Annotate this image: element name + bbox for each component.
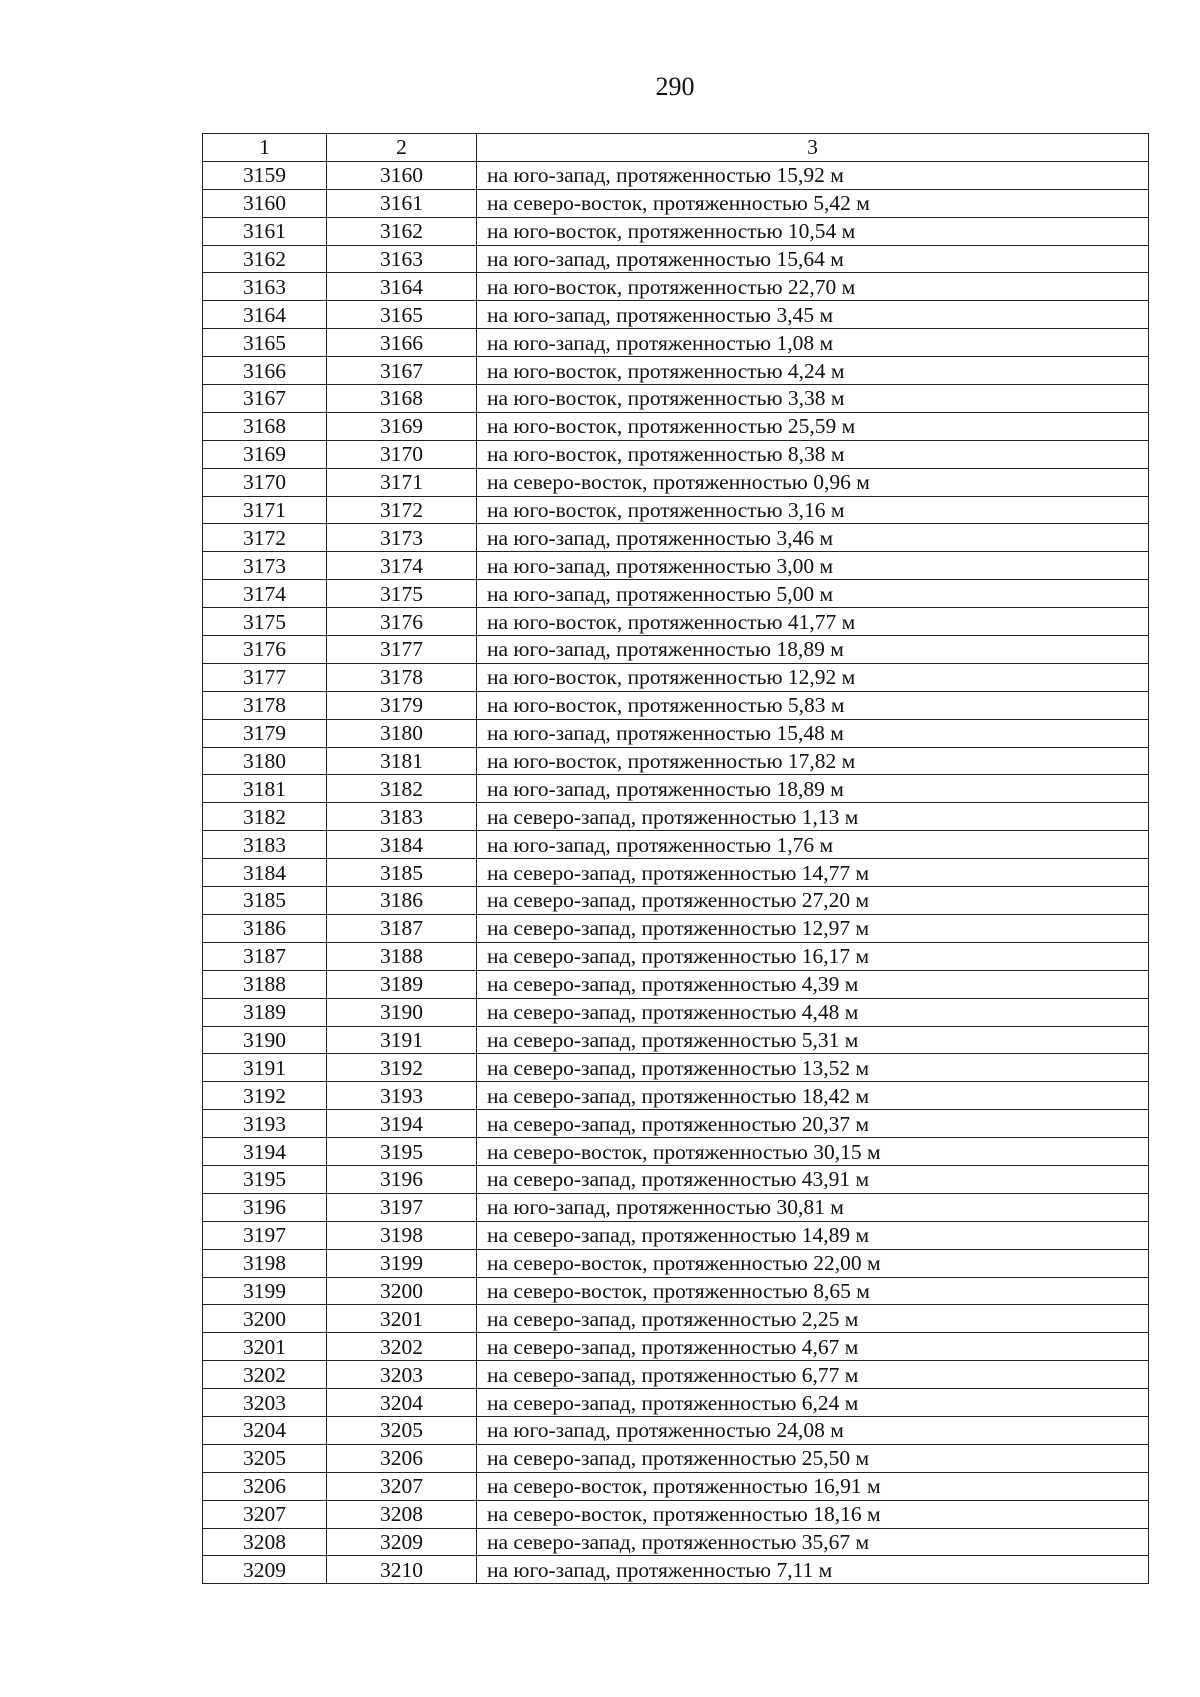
table-row	[203, 524, 1149, 552]
to-point-cell: 3168	[327, 385, 477, 413]
to-point-cell: 3208	[327, 1500, 477, 1528]
to-point-cell: 3194	[327, 1110, 477, 1138]
direction-length-cell: на северо-запад, протяженностью 12,97 м	[477, 914, 1149, 942]
to-point-cell: 3187	[327, 914, 477, 942]
table-row	[203, 468, 1149, 496]
to-point-cell: 3205	[327, 1416, 477, 1444]
to-point-cell: 3179	[327, 691, 477, 719]
table-row	[203, 1054, 1149, 1082]
direction-length-cell: на юго-запад, протяженностью 18,89 м	[477, 775, 1149, 803]
table-row	[203, 859, 1149, 887]
direction-length-cell: на северо-запад, протяженностью 6,77 м	[477, 1361, 1149, 1389]
table-row	[203, 1416, 1149, 1444]
direction-length-cell: на северо-запад, протяженностью 20,37 м	[477, 1110, 1149, 1138]
from-point-cell: 3166	[203, 357, 327, 385]
to-point-cell: 3160	[327, 161, 477, 189]
from-point-cell: 3164	[203, 301, 327, 329]
from-point-cell: 3180	[203, 747, 327, 775]
direction-length-cell: на юго-запад, протяженностью 18,89 м	[477, 636, 1149, 664]
to-point-cell: 3189	[327, 970, 477, 998]
direction-length-cell: на северо-восток, протяженностью 18,16 м	[477, 1500, 1149, 1528]
to-point-cell: 3171	[327, 468, 477, 496]
direction-length-cell: на северо-восток, протяженностью 16,91 м	[477, 1472, 1149, 1500]
direction-length-cell: на юго-запад, протяженностью 3,46 м	[477, 524, 1149, 552]
from-point-cell: 3195	[203, 1165, 327, 1193]
from-point-cell: 3200	[203, 1305, 327, 1333]
from-point-cell: 3163	[203, 273, 327, 301]
direction-length-cell: на северо-запад, протяженностью 1,13 м	[477, 803, 1149, 831]
table-row	[203, 385, 1149, 413]
from-point-cell: 3159	[203, 161, 327, 189]
direction-length-cell: на юго-запад, протяженностью 1,76 м	[477, 831, 1149, 859]
table-row	[203, 1138, 1149, 1166]
to-point-cell: 3186	[327, 887, 477, 915]
table-row	[203, 329, 1149, 357]
direction-length-cell: на северо-запад, протяженностью 13,52 м	[477, 1054, 1149, 1082]
from-point-cell: 3171	[203, 496, 327, 524]
to-point-cell: 3193	[327, 1082, 477, 1110]
from-point-cell: 3188	[203, 970, 327, 998]
direction-length-cell: на юго-запад, протяженностью 5,00 м	[477, 580, 1149, 608]
to-point-cell: 3173	[327, 524, 477, 552]
segments-table	[202, 133, 1149, 1584]
from-point-cell: 3194	[203, 1138, 327, 1166]
table-row	[203, 803, 1149, 831]
from-point-cell: 3197	[203, 1221, 327, 1249]
to-point-cell: 3191	[327, 1026, 477, 1054]
direction-length-cell: на юго-запад, протяженностью 30,81 м	[477, 1193, 1149, 1221]
to-point-cell: 3190	[327, 998, 477, 1026]
direction-length-cell: на юго-восток, протяженностью 25,59 м	[477, 412, 1149, 440]
table-row	[203, 440, 1149, 468]
direction-length-cell: на северо-запад, протяженностью 35,67 м	[477, 1528, 1149, 1556]
table-row	[203, 552, 1149, 580]
direction-length-cell: на северо-запад, протяженностью 27,20 м	[477, 887, 1149, 915]
to-point-cell: 3183	[327, 803, 477, 831]
table-row	[203, 412, 1149, 440]
table-row	[203, 970, 1149, 998]
table-row	[203, 1444, 1149, 1472]
direction-length-cell: на юго-восток, протяженностью 8,38 м	[477, 440, 1149, 468]
table-header-row	[203, 134, 1149, 162]
to-point-cell: 3204	[327, 1389, 477, 1417]
to-point-cell: 3209	[327, 1528, 477, 1556]
from-point-cell: 3167	[203, 385, 327, 413]
to-point-cell: 3207	[327, 1472, 477, 1500]
table-row	[203, 301, 1149, 329]
to-point-cell: 3202	[327, 1333, 477, 1361]
to-point-cell: 3177	[327, 636, 477, 664]
direction-length-cell: на юго-восток, протяженностью 5,83 м	[477, 691, 1149, 719]
from-point-cell: 3205	[203, 1444, 327, 1472]
to-point-cell: 3166	[327, 329, 477, 357]
from-point-cell: 3162	[203, 245, 327, 273]
direction-length-cell: на юго-восток, протяженностью 22,70 м	[477, 273, 1149, 301]
from-point-cell: 3176	[203, 636, 327, 664]
table-row	[203, 998, 1149, 1026]
to-point-cell: 3165	[327, 301, 477, 329]
to-point-cell: 3185	[327, 859, 477, 887]
from-point-cell: 3204	[203, 1416, 327, 1444]
to-point-cell: 3203	[327, 1361, 477, 1389]
to-point-cell: 3182	[327, 775, 477, 803]
table-row	[203, 914, 1149, 942]
direction-length-cell: на северо-восток, протяженностью 30,15 м	[477, 1138, 1149, 1166]
direction-length-cell: на северо-запад, протяженностью 16,17 м	[477, 942, 1149, 970]
direction-length-cell: на юго-запад, протяженностью 15,92 м	[477, 161, 1149, 189]
table-row	[203, 608, 1149, 636]
table-row	[203, 663, 1149, 691]
table-row	[203, 1389, 1149, 1417]
to-point-cell: 3181	[327, 747, 477, 775]
table-body	[203, 161, 1149, 1583]
table-row	[203, 1026, 1149, 1054]
to-point-cell: 3200	[327, 1277, 477, 1305]
table-row	[203, 161, 1149, 189]
direction-length-cell: на юго-запад, протяженностью 15,48 м	[477, 719, 1149, 747]
direction-length-cell: на юго-запад, протяженностью 7,11 м	[477, 1556, 1149, 1584]
direction-length-cell: на северо-восток, протяженностью 8,65 м	[477, 1277, 1149, 1305]
to-point-cell: 3170	[327, 440, 477, 468]
table-row	[203, 887, 1149, 915]
table-row	[203, 273, 1149, 301]
from-point-cell: 3209	[203, 1556, 327, 1584]
column-header: 3	[477, 134, 1149, 162]
to-point-cell: 3184	[327, 831, 477, 859]
table-row	[203, 1472, 1149, 1500]
page-number: 290	[655, 72, 695, 101]
direction-length-cell: на юго-восток, протяженностью 10,54 м	[477, 217, 1149, 245]
from-point-cell: 3185	[203, 887, 327, 915]
direction-length-cell: на юго-запад, протяженностью 1,08 м	[477, 329, 1149, 357]
from-point-cell: 3170	[203, 468, 327, 496]
table-row	[203, 691, 1149, 719]
direction-length-cell: на северо-запад, протяженностью 14,77 м	[477, 859, 1149, 887]
to-point-cell: 3178	[327, 663, 477, 691]
table-row	[203, 496, 1149, 524]
from-point-cell: 3173	[203, 552, 327, 580]
table-row	[203, 1082, 1149, 1110]
direction-length-cell: на юго-запад, протяженностью 24,08 м	[477, 1416, 1149, 1444]
direction-length-cell: на юго-восток, протяженностью 3,38 м	[477, 385, 1149, 413]
from-point-cell: 3187	[203, 942, 327, 970]
from-point-cell: 3207	[203, 1500, 327, 1528]
from-point-cell: 3175	[203, 608, 327, 636]
table-row	[203, 1277, 1149, 1305]
from-point-cell: 3206	[203, 1472, 327, 1500]
direction-length-cell: на северо-восток, протяженностью 5,42 м	[477, 189, 1149, 217]
to-point-cell: 3164	[327, 273, 477, 301]
direction-length-cell: на северо-запад, протяженностью 14,89 м	[477, 1221, 1149, 1249]
to-point-cell: 3192	[327, 1054, 477, 1082]
table-row	[203, 1500, 1149, 1528]
from-point-cell: 3208	[203, 1528, 327, 1556]
from-point-cell: 3183	[203, 831, 327, 859]
from-point-cell: 3165	[203, 329, 327, 357]
from-point-cell: 3198	[203, 1249, 327, 1277]
to-point-cell: 3201	[327, 1305, 477, 1333]
to-point-cell: 3197	[327, 1193, 477, 1221]
to-point-cell: 3161	[327, 189, 477, 217]
from-point-cell: 3172	[203, 524, 327, 552]
from-point-cell: 3174	[203, 580, 327, 608]
table-row	[203, 1221, 1149, 1249]
from-point-cell: 3202	[203, 1361, 327, 1389]
direction-length-cell: на юго-восток, протяженностью 4,24 м	[477, 357, 1149, 385]
from-point-cell: 3161	[203, 217, 327, 245]
direction-length-cell: на северо-восток, протяженностью 0,96 м	[477, 468, 1149, 496]
to-point-cell: 3163	[327, 245, 477, 273]
direction-length-cell: на северо-запад, протяженностью 25,50 м	[477, 1444, 1149, 1472]
from-point-cell: 3168	[203, 412, 327, 440]
table-row	[203, 747, 1149, 775]
from-point-cell: 3192	[203, 1082, 327, 1110]
from-point-cell: 3184	[203, 859, 327, 887]
to-point-cell: 3169	[327, 412, 477, 440]
direction-length-cell: на юго-восток, протяженностью 12,92 м	[477, 663, 1149, 691]
to-point-cell: 3180	[327, 719, 477, 747]
direction-length-cell: на юго-восток, протяженностью 41,77 м	[477, 608, 1149, 636]
to-point-cell: 3162	[327, 217, 477, 245]
direction-length-cell: на юго-восток, протяженностью 17,82 м	[477, 747, 1149, 775]
table-row	[203, 189, 1149, 217]
to-point-cell: 3210	[327, 1556, 477, 1584]
from-point-cell: 3179	[203, 719, 327, 747]
from-point-cell: 3191	[203, 1054, 327, 1082]
direction-length-cell: на северо-запад, протяженностью 18,42 м	[477, 1082, 1149, 1110]
from-point-cell: 3182	[203, 803, 327, 831]
from-point-cell: 3199	[203, 1277, 327, 1305]
table-row	[203, 1333, 1149, 1361]
table-row	[203, 831, 1149, 859]
table-row	[203, 357, 1149, 385]
table-row	[203, 245, 1149, 273]
table-row	[203, 1528, 1149, 1556]
direction-length-cell: на северо-запад, протяженностью 4,48 м	[477, 998, 1149, 1026]
from-point-cell: 3160	[203, 189, 327, 217]
table-row	[203, 636, 1149, 664]
from-point-cell: 3201	[203, 1333, 327, 1361]
to-point-cell: 3172	[327, 496, 477, 524]
table-row	[203, 580, 1149, 608]
table-row	[203, 1110, 1149, 1138]
to-point-cell: 3174	[327, 552, 477, 580]
to-point-cell: 3199	[327, 1249, 477, 1277]
from-point-cell: 3189	[203, 998, 327, 1026]
to-point-cell: 3167	[327, 357, 477, 385]
to-point-cell: 3198	[327, 1221, 477, 1249]
direction-length-cell: на северо-запад, протяженностью 5,31 м	[477, 1026, 1149, 1054]
table-row	[203, 1556, 1149, 1584]
table-row	[203, 1305, 1149, 1333]
to-point-cell: 3176	[327, 608, 477, 636]
direction-length-cell: на северо-запад, протяженностью 2,25 м	[477, 1305, 1149, 1333]
table-row	[203, 1249, 1149, 1277]
column-header: 1	[203, 134, 327, 162]
from-point-cell: 3203	[203, 1389, 327, 1417]
table-row	[203, 217, 1149, 245]
to-point-cell: 3196	[327, 1165, 477, 1193]
table-row	[203, 942, 1149, 970]
direction-length-cell: на юго-запад, протяженностью 15,64 м	[477, 245, 1149, 273]
direction-length-cell: на северо-запад, протяженностью 6,24 м	[477, 1389, 1149, 1417]
from-point-cell: 3186	[203, 914, 327, 942]
from-point-cell: 3193	[203, 1110, 327, 1138]
direction-length-cell: на северо-запад, протяженностью 4,67 м	[477, 1333, 1149, 1361]
table-row	[203, 775, 1149, 803]
table-row	[203, 719, 1149, 747]
from-point-cell: 3178	[203, 691, 327, 719]
table-row	[203, 1193, 1149, 1221]
table-row	[203, 1165, 1149, 1193]
table-row	[203, 1361, 1149, 1389]
to-point-cell: 3188	[327, 942, 477, 970]
from-point-cell: 3190	[203, 1026, 327, 1054]
from-point-cell: 3169	[203, 440, 327, 468]
from-point-cell: 3181	[203, 775, 327, 803]
direction-length-cell: на северо-запад, протяженностью 43,91 м	[477, 1165, 1149, 1193]
column-header: 2	[327, 134, 477, 162]
direction-length-cell: на северо-запад, протяженностью 4,39 м	[477, 970, 1149, 998]
direction-length-cell: на северо-восток, протяженностью 22,00 м	[477, 1249, 1149, 1277]
to-point-cell: 3195	[327, 1138, 477, 1166]
from-point-cell: 3196	[203, 1193, 327, 1221]
direction-length-cell: на юго-запад, протяженностью 3,45 м	[477, 301, 1149, 329]
to-point-cell: 3206	[327, 1444, 477, 1472]
from-point-cell: 3177	[203, 663, 327, 691]
to-point-cell: 3175	[327, 580, 477, 608]
direction-length-cell: на юго-запад, протяженностью 3,00 м	[477, 552, 1149, 580]
direction-length-cell: на юго-восток, протяженностью 3,16 м	[477, 496, 1149, 524]
